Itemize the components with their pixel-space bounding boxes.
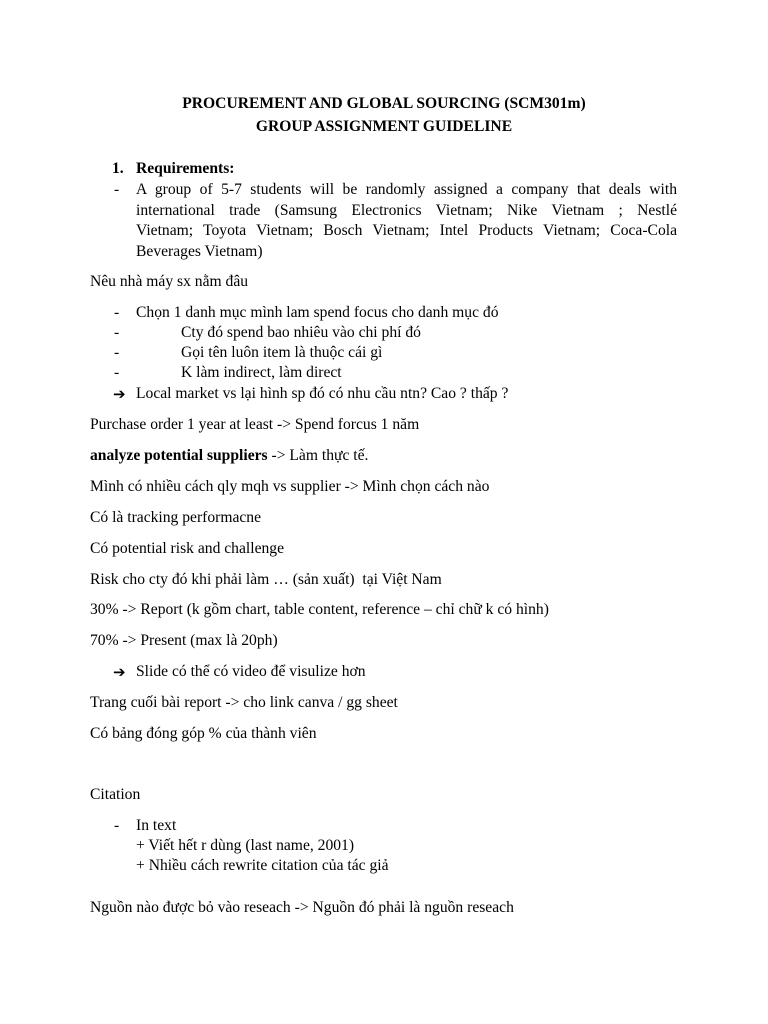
final-page-note: Trang cuối bài report -> cho link canva / gg sheet bbox=[90, 694, 398, 711]
citation-sub-item-2: + Nhiều cách rewrite citation của tác giả bbox=[136, 857, 389, 874]
spend-dash-4: - bbox=[114, 364, 120, 381]
requirements-paragraph-line-3: Vietnam; Toyota Vietnam; Bosch Vietnam; Intel Products Vietnam; Coca-Cola bbox=[136, 222, 677, 239]
analyze-suppliers-bold: analyze potential suppliers bbox=[90, 447, 268, 464]
citation-dash: - bbox=[114, 817, 120, 834]
spend-dash-3: - bbox=[114, 344, 120, 361]
potential-risk-note: Có potential risk and challenge bbox=[90, 540, 285, 557]
present-weight-note: 70% -> Present (max là 20ph) bbox=[90, 632, 278, 649]
document-title: PROCUREMENT AND GLOBAL SOURCING (SCM301m) bbox=[182, 95, 586, 112]
requirements-paragraph-line-4: Beverages Vietnam) bbox=[136, 242, 263, 260]
spend-item-3: Gọi tên luôn item là thuộc cái gì bbox=[181, 344, 383, 361]
slide-arrow-icon: ➔ bbox=[113, 663, 126, 681]
requirements-heading: Requirements: bbox=[136, 160, 235, 177]
document-subtitle: GROUP ASSIGNMENT GUIDELINE bbox=[255, 118, 513, 135]
spend-item-4: K làm indirect, làm direct bbox=[181, 364, 342, 381]
citation-heading: Citation bbox=[90, 786, 141, 803]
analyze-suppliers-rest: -> Làm thực tế. bbox=[267, 447, 369, 464]
citation-sub-item-1: + Viết hết r dùng (last name, 2001) bbox=[136, 837, 355, 854]
requirements-paragraph-line-2: international trade (Samsung Electronics Vietnam; Nike Vietnam ; Nestlé bbox=[136, 201, 677, 219]
purchase-order-note: Purchase order 1 year at least -> Spend forcus 1 năm bbox=[90, 416, 420, 433]
spend-arrow-item: Local market vs lại hình sp đó có nhu cầu ntn? Cao ? thấp ? bbox=[136, 385, 509, 402]
spend-dash-2: - bbox=[114, 324, 120, 341]
contribution-note: Có bảng đóng góp % của thành viên bbox=[90, 725, 317, 742]
note-factory: Nêu nhà máy sx nằm đâu bbox=[90, 273, 249, 290]
risk-vietnam-note: Risk cho cty đó khi phải làm … (sản xuất) tại Việt Nam bbox=[90, 571, 442, 588]
analyze-suppliers-note bbox=[90, 446, 368, 466]
tracking-performance-note: Có là tracking performacne bbox=[90, 509, 262, 526]
supplier-relationship-note: Mình có nhiều cách qly mqh vs supplier -> Mình chọn cách nào bbox=[90, 478, 490, 495]
arrow-icon: ➔ bbox=[113, 385, 126, 403]
spend-item-2: Cty đó spend bao nhiêu vào chi phí đó bbox=[181, 324, 421, 341]
requirements-bullet: - bbox=[114, 181, 120, 198]
citation-in-text: In text bbox=[136, 817, 177, 834]
source-research-note: Nguồn nào được bỏ vào reseach -> Nguồn đó phải là nguồn reseach bbox=[90, 899, 514, 916]
requirements-paragraph-line-1: A group of 5-7 students will be randomly assigned a company that deals with bbox=[136, 181, 677, 198]
slide-video-note: Slide có thể có video để visulize hơn bbox=[136, 663, 366, 680]
report-weight-note: 30% -> Report (k gồm chart, table content, reference – chỉ chữ k có hình) bbox=[90, 601, 549, 618]
spend-item-1: Chọn 1 danh mục mình lam spend focus cho danh mục đó bbox=[136, 304, 499, 321]
requirements-number: 1. bbox=[112, 160, 124, 177]
spend-dash-1: - bbox=[114, 304, 120, 321]
